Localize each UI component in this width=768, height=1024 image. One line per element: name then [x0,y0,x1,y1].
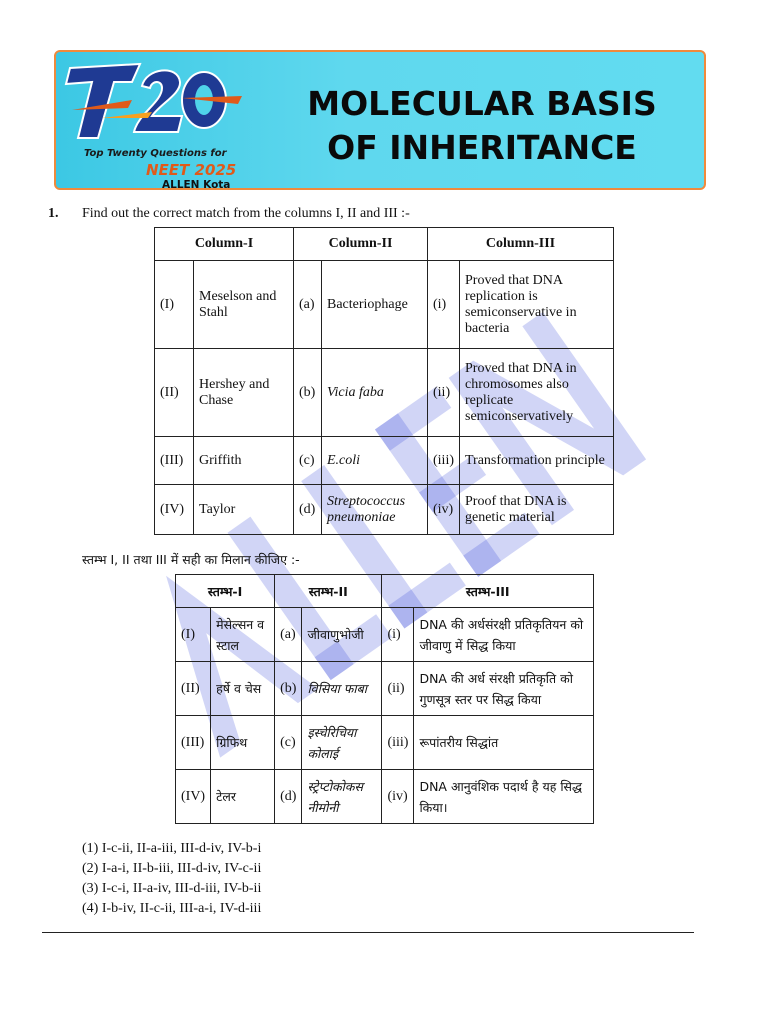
cell: Proved that DNA replication is semiconservative in bacteria [460,261,614,349]
row-roman: (ii) [382,662,414,716]
cell: ग्रिफिथ [211,716,275,770]
cell: Proof that DNA is genetic material [460,485,614,535]
table-header-row [155,228,614,261]
question-text: Find out the correct match from the columns I, II and III :- [82,206,410,221]
row-numeral: (I) [155,261,194,349]
english-match-table [154,227,614,535]
cell: E.coli [322,437,428,485]
row-roman: (iii) [428,437,460,485]
column-header: Column-II [294,228,428,261]
t20-logo-graphic [62,60,252,150]
option-2[interactable]: (2) I-a-i, II-b-iii, III-d-iv, IV-c-ii [82,861,262,876]
option-4[interactable]: (4) I-b-iv, II-c-ii, III-a-i, IV-d-iii [82,901,262,916]
row-roman: (iv) [382,770,414,824]
row-letter: (d) [275,770,302,824]
logo-institute: ALLEN Kota [162,179,231,191]
row-letter: (b) [294,349,322,437]
cell: Streptococcus pneumoniae [322,485,428,535]
column-header: Column-III [428,228,614,261]
option-1[interactable]: (1) I-c-ii, II-a-iii, III-d-iv, IV-b-i [82,841,262,856]
row-letter: (b) [275,662,302,716]
cell: विसिया फाबा [302,662,382,716]
cell: हर्षे व चेस [211,662,275,716]
row-numeral: (IV) [155,485,194,535]
cell: रूपांतरीय सिद्धांत [414,716,594,770]
row-letter: (a) [275,608,302,662]
table-row [176,716,594,770]
cell: Bacteriophage [322,261,428,349]
cell: DNA आनुवंशिक पदार्थ है यह सिद्ध किया। [414,770,594,824]
option-3[interactable]: (3) I-c-i, II-a-iv, III-d-iii, IV-b-ii [82,881,262,896]
row-roman: (i) [428,261,460,349]
hindi-match-table [175,574,594,824]
logo-tagline: Top Twenty Questions for [84,148,227,159]
cell: Vicia faba [322,349,428,437]
table-header-row [176,575,594,608]
row-letter: (d) [294,485,322,535]
cell: टेलर [211,770,275,824]
column-header: स्तम्भ-I [176,575,275,608]
row-numeral: (II) [155,349,194,437]
hindi-instruction: स्तम्भ I, II तथा III में सही का मिलान कीजिए :- [82,552,300,567]
row-numeral: (III) [176,716,211,770]
table-row [176,770,594,824]
cell: इस्चेरिचिया कोलाई [302,716,382,770]
table-row [155,261,614,349]
cell: Meselson and Stahl [194,261,294,349]
header-banner [54,50,706,190]
t20-logo [62,60,252,191]
cell: जीवाणुभोजी [302,608,382,662]
cell: Griffith [194,437,294,485]
row-roman: (i) [382,608,414,662]
table-row [176,662,594,716]
row-letter: (c) [275,716,302,770]
cell: DNA की अर्धसंरक्षी प्रतिकृतियन को जीवाणु में सिद्ध किया [414,608,594,662]
cell: स्ट्रेप्टोकोकस नीमोनी [302,770,382,824]
row-numeral: (II) [176,662,211,716]
cell: मेसेल्सन व स्टाल [211,608,275,662]
section-divider [42,932,694,933]
answer-options [82,839,261,919]
page-title [266,82,698,170]
row-roman: (ii) [428,349,460,437]
table-row [176,608,594,662]
cell: DNA की अर्ध संरक्षी प्रतिकृति को गुणसूत्र स्तर पर सिद्ध किया [414,662,594,716]
table-row [155,485,614,535]
title-line-2: OF INHERITANCE [327,128,637,167]
row-numeral: (IV) [176,770,211,824]
table-row [155,437,614,485]
title-line-1: MOLECULAR BASIS [307,84,657,123]
column-header: स्तम्भ-II [275,575,382,608]
cell: Hershey and Chase [194,349,294,437]
column-header: Column-I [155,228,294,261]
cell: Taylor [194,485,294,535]
logo-exam: NEET 2025 [146,161,237,179]
row-letter: (c) [294,437,322,485]
table-row [155,349,614,437]
cell: Proved that DNA in chromosomes also replicate semiconservatively [460,349,614,437]
column-header: स्तम्भ-III [382,575,594,608]
question-number: 1. [48,206,59,221]
cell: Transformation principle [460,437,614,485]
row-roman: (iii) [382,716,414,770]
row-letter: (a) [294,261,322,349]
row-roman: (iv) [428,485,460,535]
row-numeral: (I) [176,608,211,662]
row-numeral: (III) [155,437,194,485]
